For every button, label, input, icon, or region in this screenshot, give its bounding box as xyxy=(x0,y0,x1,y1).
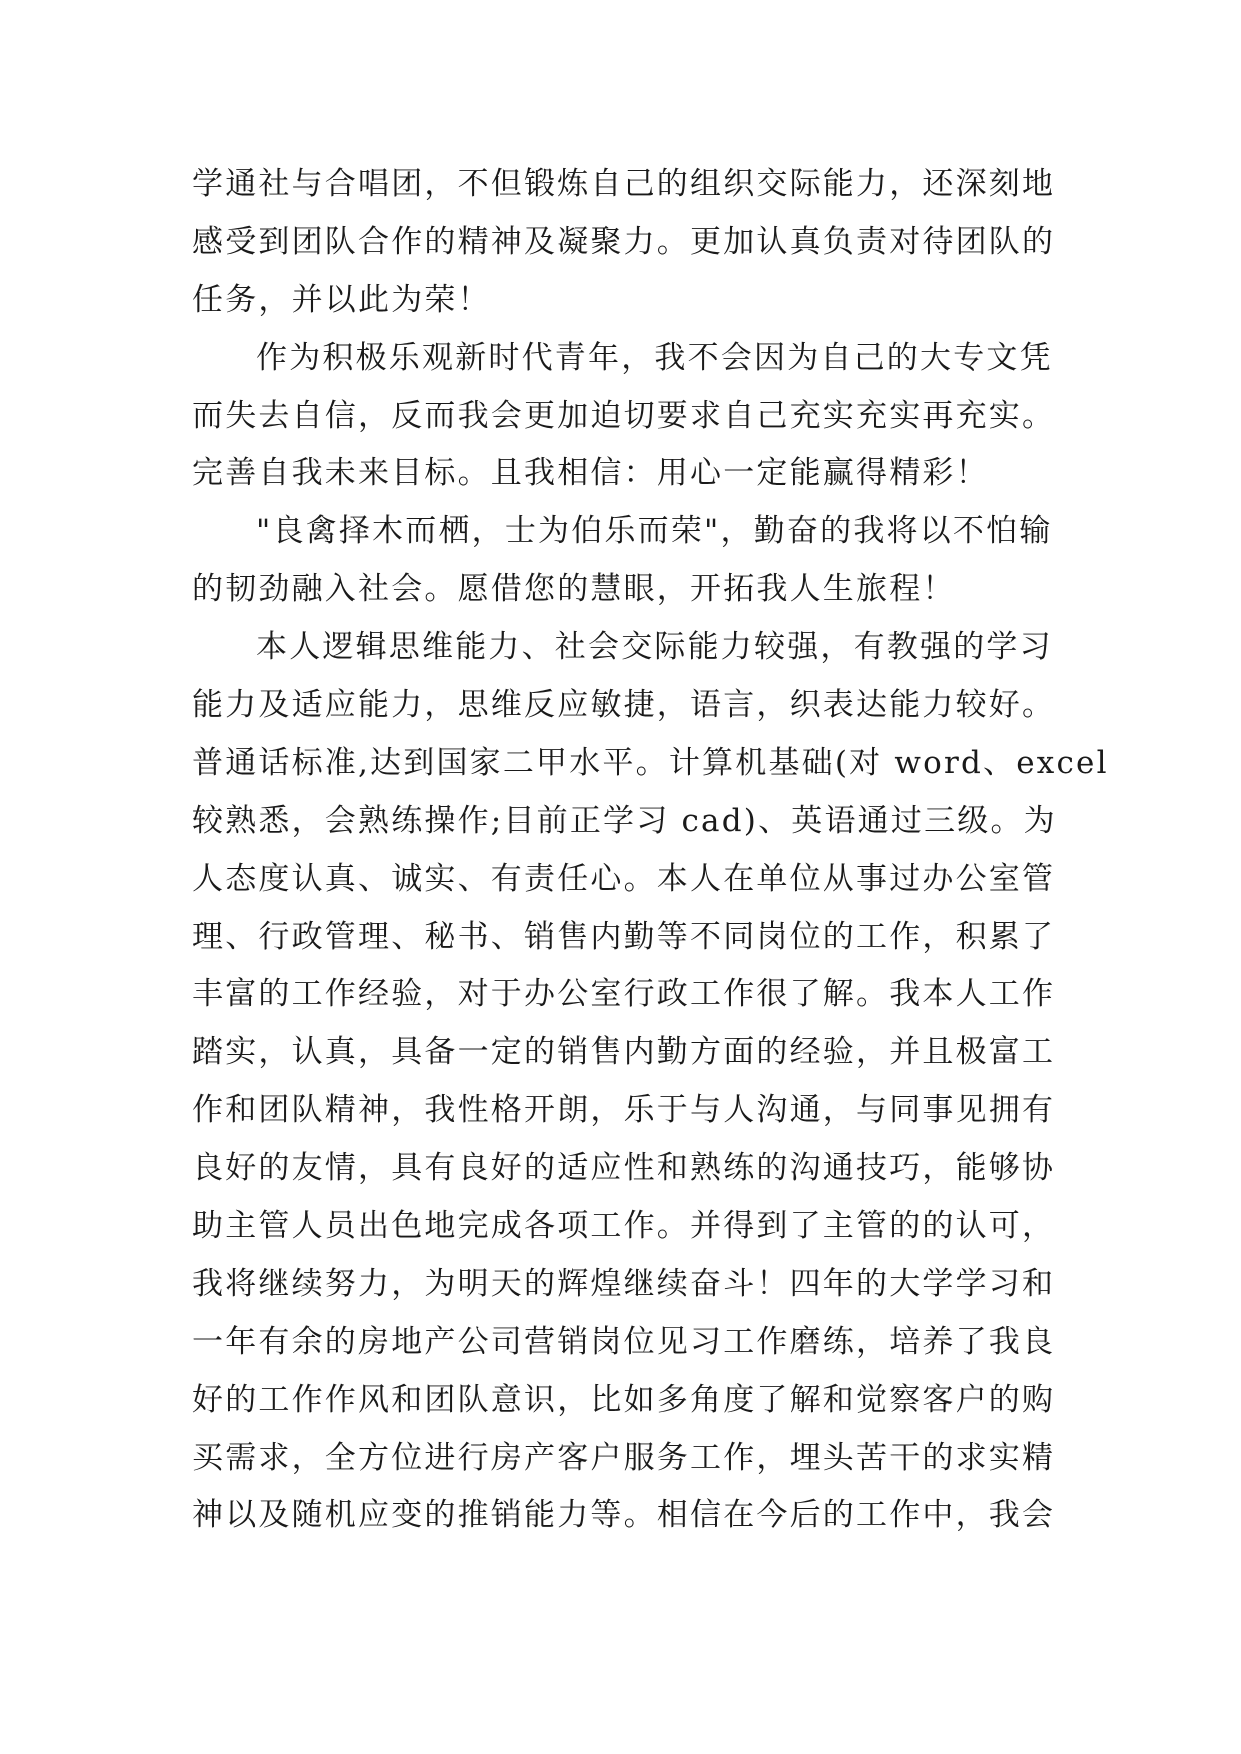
text-line: 丰富的工作经验，对于办公室行政工作很了解。我本人工作 xyxy=(192,976,1056,1013)
text-line: 良好的友情，具有良好的适应性和熟练的沟通技巧，能够协 xyxy=(192,1150,1056,1187)
text-line: 踏实，认真，具备一定的销售内勤方面的经验，并且极富工 xyxy=(192,1034,1056,1071)
text-line: 感受到团队合作的精神及凝聚力。更加认真负责对待团队的 xyxy=(192,223,1056,260)
text-line: 买需求，全方位进行房产客户服务工作，埋头苦干的求实精 xyxy=(192,1439,1056,1476)
text-line: 能力及适应能力，思维反应敏捷，语言，织表达能力较好。 xyxy=(192,687,1056,724)
text-line: 人态度认真、诚实、有责任心。本人在单位从事过办公室管 xyxy=(192,860,1056,897)
text-line: 作和团队精神，我性格开朗，乐于与人沟通，与同事见拥有 xyxy=(192,1092,1056,1129)
text-line: 好的工作作风和团队意识，比如多角度了解和觉察客户的购 xyxy=(192,1381,1056,1418)
text-line: 较熟悉，会熟练操作;目前正学习 cad)、英语通过三级。为 xyxy=(192,802,1057,839)
text-line: 普通话标准,达到国家二甲水平。计算机基础(对 word、excel xyxy=(192,744,1109,781)
text-line: 一年有余的房地产公司营销岗位见习工作磨练，培养了我良 xyxy=(192,1323,1056,1360)
text-line: 作为积极乐观新时代青年，我不会因为自己的大专文凭 xyxy=(256,339,1053,376)
text-line: 我将继续努力，为明天的辉煌继续奋斗！四年的大学学习和 xyxy=(192,1265,1056,1302)
text-line: 本人逻辑思维能力、社会交际能力较强，有教强的学习 xyxy=(256,629,1053,666)
text-line: 助主管人员出色地完成各项工作。并得到了主管的的认可， xyxy=(192,1208,1056,1245)
text-line: 任务，并以此为荣！ xyxy=(192,281,491,318)
text-line: 完善自我未来目标。且我相信：用心一定能赢得精彩！ xyxy=(192,455,989,492)
text-line: 理、行政管理、秘书、销售内勤等不同岗位的工作，积累了 xyxy=(192,918,1056,955)
text-line: 学通社与合唱团，不但锻炼自己的组织交际能力，还深刻地 xyxy=(192,166,1056,202)
body-text xyxy=(192,156,1109,1545)
text-line: 神以及随机应变的推销能力等。相信在今后的工作中，我会 xyxy=(192,1497,1056,1534)
text-line: 的韧劲融入社会。愿借您的慧眼，开拓我人生旅程！ xyxy=(192,571,956,608)
text-line: "良禽择木而栖，士为伯乐而荣"，勤奋的我将以不怕输 xyxy=(256,513,1053,550)
text-line: 而失去自信，反而我会更加迫切要求自己充实充实再充实。 xyxy=(192,397,1056,434)
